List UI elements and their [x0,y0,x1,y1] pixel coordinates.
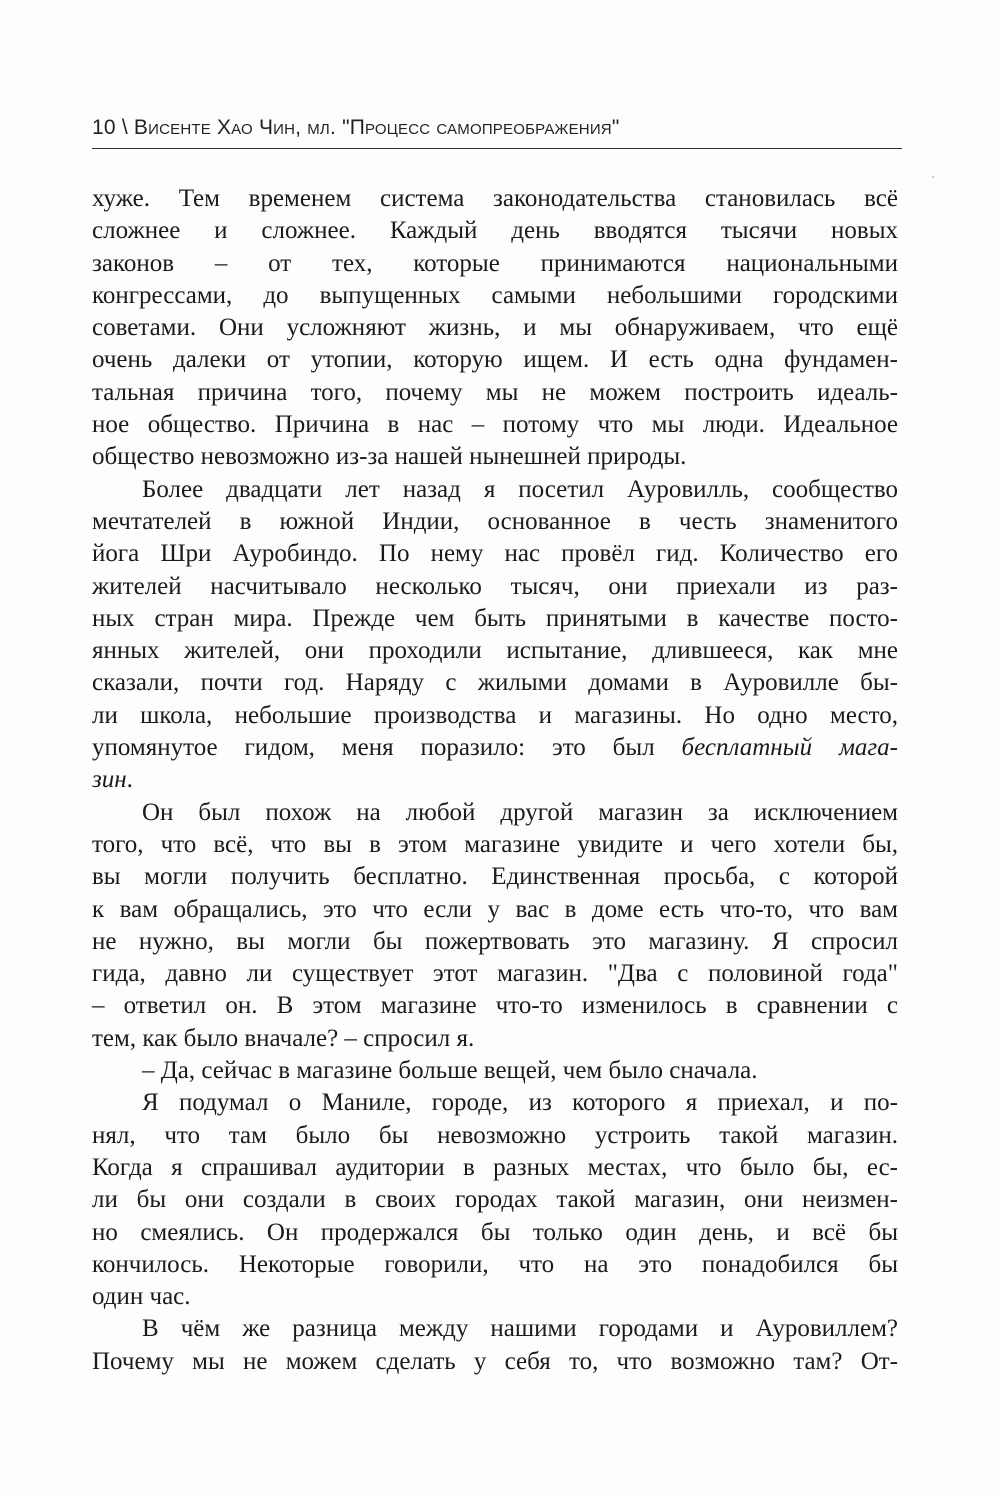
line-text: законов – от тех, которые принимаются национальными [92,249,898,277]
line-text: Он был похож на любой другой магазин за исключением [142,798,898,826]
line-text: один час. [92,1283,191,1311]
text-line [92,1249,898,1281]
line-text: йога Шри Ауробиндо. По нему нас провёл гид. Количество его [92,540,898,568]
line-text: – Да, сейчас в магазине больше вещей, чем было сначала. [142,1057,758,1085]
text-line [92,344,898,376]
text-line [92,829,898,861]
line-text: Более двадцати лет назад я посетил Ауровилль, сообщество [142,475,898,503]
text-line [92,312,898,344]
text-line [92,700,898,732]
line-text: ли бы они создали в своих городах такой магазин, они неизмен- [92,1186,898,1214]
header-rule [92,148,902,149]
line-text: В чём же разница между нашими городами и Ауровиллем? [142,1315,898,1343]
line-text: ли школа, небольшие производства и магазины. Но одно место, [92,701,898,729]
text-line [92,1152,898,1184]
text-line [92,894,898,926]
text-line [92,732,898,764]
line-text: к вам обращались, это что если у вас в доме есть что-то, что вам [92,895,898,923]
line-text: жителей насчитывало несколько тысяч, они приехали из раз- [92,572,898,600]
header-author: Висенте Хао Чин, мл. [133,116,337,139]
text-line [92,441,898,473]
text-line [92,248,898,280]
line-text: Я подумал о Маниле, городе, из которого я приехал, и по- [142,1089,898,1117]
line-text: Когда я спрашивал аудитории в разных местах, что было бы, ес- [92,1153,898,1181]
text-line [92,1217,898,1249]
text-line [92,990,898,1022]
text-line [92,958,898,990]
text-line [92,797,898,829]
line-text: ное общество. Причина в нас – потому что мы люди. Идеальное [92,411,898,439]
line-text: упомянутое гидом, меня поразило: это был [92,734,682,762]
line-text: сказали, почти год. Наряду с жилыми домами в Ауровилле бы- [92,669,898,697]
text-line [92,506,898,538]
line-text: сложнее и сложнее. Каждый день вводятся тысячи новых [92,217,898,245]
text-line [92,1023,898,1055]
text-line [92,280,898,312]
line-text: но смеялись. Он продержался бы только один день, и всё бы [92,1218,898,1246]
line-text: хуже. Тем временем система законодательства становилась всё [92,185,898,212]
text-line [92,215,898,247]
text-line [92,538,898,570]
text-line [92,1184,898,1216]
line-text: тальная причина того, почему мы не можем построить идеаль- [92,378,898,406]
header-separator: \ [121,116,128,139]
text-line [92,861,898,893]
text-line [92,1313,898,1345]
text-line [92,1281,898,1313]
line-text: не нужно, вы могли бы пожертвовать это магазину. Я спросил [92,927,898,955]
line-text: того, что всё, что вы в этом магазине увидите и чего хотели бы, [92,830,898,858]
text-line [92,571,898,603]
text-line [92,474,898,506]
line-text: очень далеки от утопии, которую ищем. И есть одна фундамен- [92,346,898,374]
text-line [92,603,898,635]
running-header [92,116,902,140]
line-text: кончилось. Некоторые говорили, что на это понадобился бы [92,1250,898,1278]
line-text: тем, как было вначале? – спросил я. [92,1024,475,1052]
line-text: ных стран мира. Прежде чем быть принятыми в качестве посто- [92,604,898,632]
paper-speck [932,176,934,178]
line-text: мечтателей в южной Индии, основанное в честь знаменитого [92,507,898,535]
text-line [92,409,898,441]
line-text: янных жителей, они проходили испытание, длившееся, как мне [92,637,898,665]
line-text: Почему мы не можем сделать у себя то, что возможно там? От- [92,1347,898,1375]
text-line [92,1120,898,1152]
line-text: конгрессами, до выпущенных самыми небольшими городскими [92,281,898,309]
line-text: советами. Они усложняют жизнь, и мы обнаруживаем, что ещё [92,314,898,342]
text-line [92,667,898,699]
line-punctuation: . [126,766,133,794]
text-line [92,377,898,409]
line-text: гида, давно ли существует этот магазин. "Два с половиной года" [92,960,898,988]
page-number: 10 [92,116,116,139]
line-text: нял, что там было бы невозможно устроить такой магазин. [92,1121,898,1149]
text-line [92,635,898,667]
line-text: вы могли получить бесплатно. Единственная просьба, с которой [92,863,898,891]
text-line [92,183,898,215]
text-line [92,926,898,958]
italic-emphasis: зин [92,766,127,794]
body-text [92,183,898,1378]
text-line [92,1055,898,1087]
line-text: общество невозможно из-за нашей нынешней природы. [92,443,687,471]
text-line [92,764,898,796]
line-text: – ответил он. В этом магазине что-то изменилось в сравнении с [92,992,898,1020]
text-line [92,1087,898,1119]
header-book-title: "Процесс самопреображения" [342,116,620,139]
italic-emphasis: бесплатный мага- [681,734,898,762]
text-line [92,1346,898,1378]
